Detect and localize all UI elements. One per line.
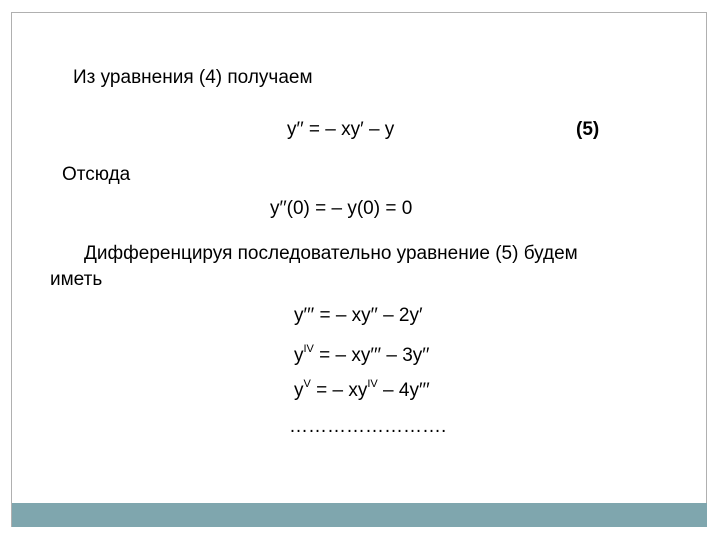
equation-initial-condition: y′′(0) = – y(0) = 0 — [270, 198, 413, 219]
eq4-superscript: IV — [303, 342, 314, 355]
eq5th-part-a: y — [294, 380, 304, 401]
continuation-dots: ……………………. — [289, 416, 447, 437]
intro-text: Из уравнения (4) получаем — [73, 67, 313, 88]
eq5th-superscript-1: V — [303, 377, 311, 390]
equation-fifth-derivative — [294, 379, 430, 403]
eq5th-part-b: = – xy — [310, 380, 368, 401]
slide-bottom-band — [12, 503, 707, 527]
hence-text: Отсюда — [62, 164, 131, 185]
eq4-part-b: = – xy′′′ – 3y′′ — [313, 345, 430, 366]
eq5th-superscript-2: IV — [367, 377, 378, 390]
equation-fourth-derivative — [294, 344, 429, 368]
differentiation-text-line2: иметь — [50, 269, 103, 290]
eq5th-part-c: – 4y′′′ — [377, 380, 430, 401]
equation-5-number: (5) — [576, 119, 600, 140]
equation-5: y′′ = – xy′ – y — [287, 119, 395, 140]
eq4-part-a: y — [294, 345, 304, 366]
differentiation-text-line1: Дифференцируя последовательно уравнение (5) будем — [84, 243, 578, 264]
equation-third-derivative: y′′′ = – xy′′ – 2y′ — [294, 305, 423, 326]
